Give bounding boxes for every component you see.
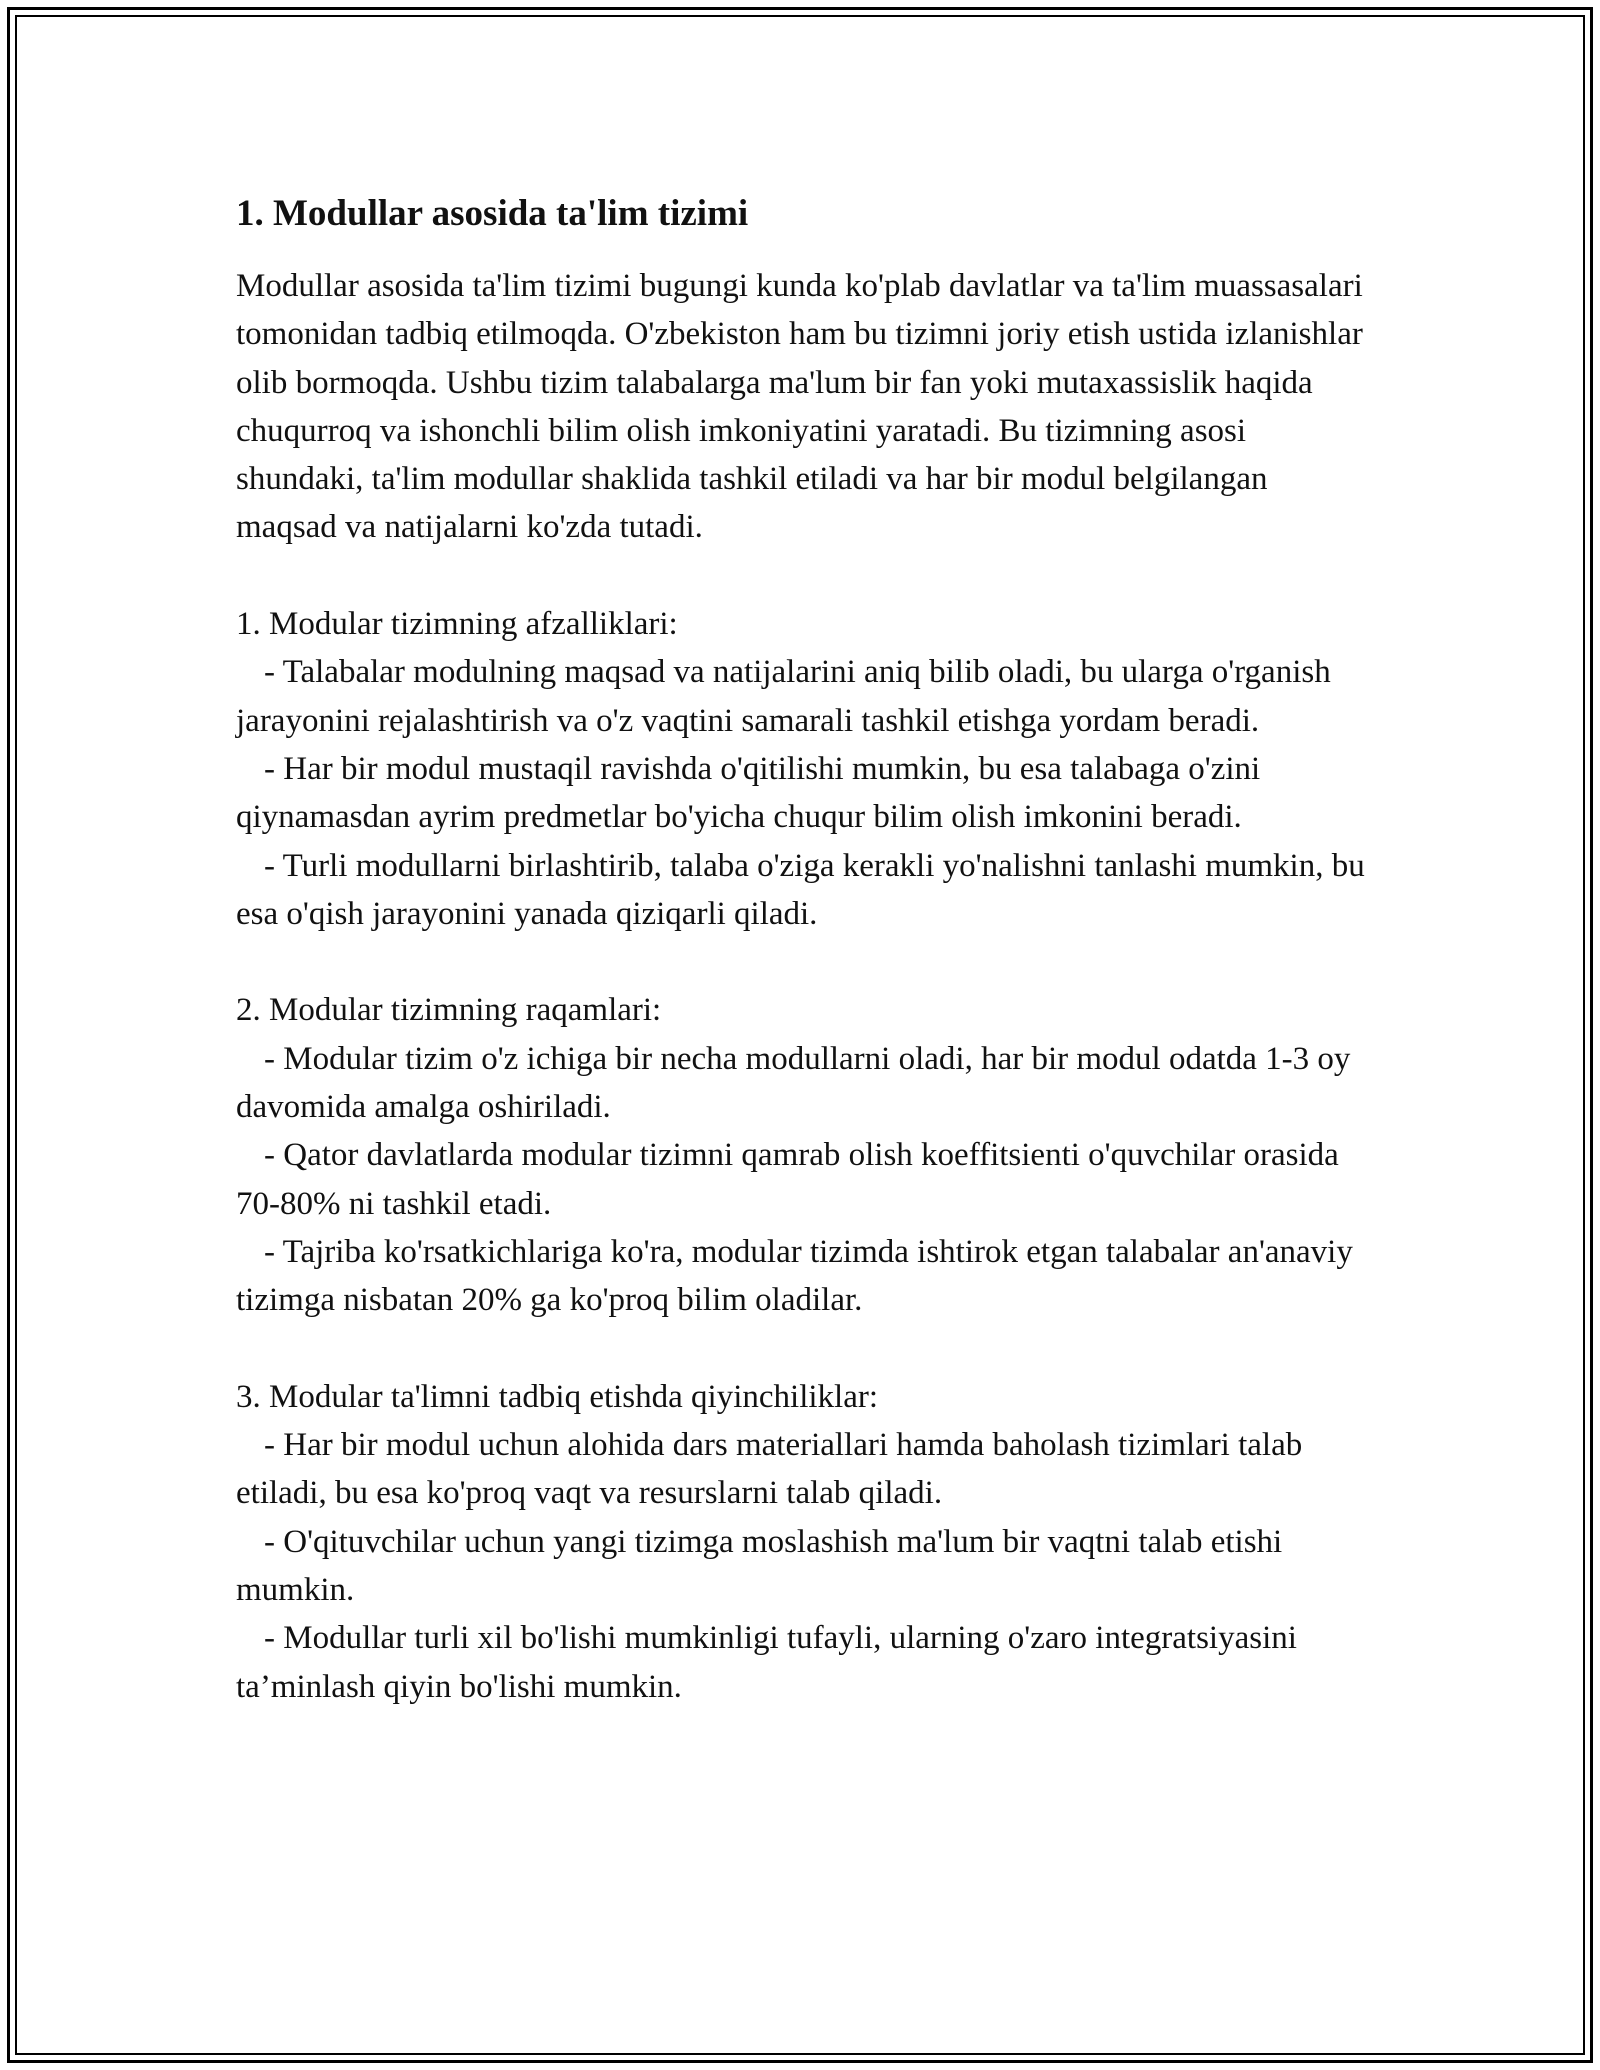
list-item: - Turli modullarni birlashtirib, talaba o'ziga kerakli yo'nalishni tanlashi mumkin, bu esa o'qish jarayonini yanada qiziqarli qiladi. (236, 847, 1365, 932)
list-item: - O'qituvchilar uchun yangi tizimga moslashish ma'lum bir vaqtni talab etishi mumkin. (236, 1523, 1283, 1609)
section-challenges (236, 1373, 1376, 1711)
list-item: - Talabalar modulning maqsad va natijalarini aniq bilib oladi, bu ularga o'rganish jarayonini rejalashtirish va o'z vaqtini samarali tashkil etishga yordam beradi. (236, 654, 1331, 739)
section-advantages (236, 600, 1376, 938)
document-body (236, 186, 1376, 1711)
section-heading: 2. Modular tizimning raqamlari: (236, 992, 662, 1029)
document-title: 1. Modullar asosida ta'lim tizimi (236, 193, 749, 234)
section-heading: 3. Modular ta'limni tadbiq etishda qiyinchiliklar: (236, 1378, 879, 1415)
section-heading: 1. Modular tizimning afzalliklari: (236, 606, 678, 643)
list-item: - Har bir modul uchun alohida dars materiallari hamda baholash tizimlari talab etiladi, bu esa ko'proq vaqt va resurslarni talab qiladi. (236, 1427, 1303, 1512)
list-item: - Qator davlatlarda modular tizimni qamrab olish koeffitsienti o'quvchilar orasida 70-80% ni tashkil etadi. (236, 1137, 1339, 1222)
list-item: - Har bir modul mustaqil ravishda o'qitilishi mumkin, bu esa talabaga o'zini qiynamasdan ayrim predmetlar bo'yicha chuqur bilim olish imkonini beradi. (236, 750, 1261, 836)
list-item: - Tajriba ko'rsatkichlariga ko'ra, modular tizimda ishtirok etgan talabalar an'anaviy tizimga nisbatan 20% ga ko'proq bilim oladilar. (236, 1233, 1353, 1319)
section-figures (236, 986, 1376, 1324)
list-item: - Modular tizim o'z ichiga bir necha modullarni oladi, har bir modul odatda 1-3 oy davomida amalga oshiriladi. (236, 1040, 1351, 1126)
list-item: - Modullar turli xil bo'lishi mumkinligi tufayli, ularning o'zaro integratsiyasini ta’minlash qiyin bo'lishi mumkin. (236, 1620, 1297, 1705)
intro-paragraph: Modullar asosida ta'lim tizimi bugungi kunda ko'plab davlatlar va ta'lim muassasalari tomonidan tadbiq etilmoqda. O'zbekiston ham bu tizimni joriy etish ustida izlanishlar olib bormoqda. Ushbu tizim talabalarga ma'lum bir fan yoki mutaxassislik haqida chuqurroq va ishonchli bilim olish imkoniyatini yaratadi. Bu tizimning asosi shundaki, ta'lim modullar shaklida tashkil etiladi va har bir modul belgilangan maqsad va natijalarni ko'zda tutadi. (236, 268, 1363, 546)
